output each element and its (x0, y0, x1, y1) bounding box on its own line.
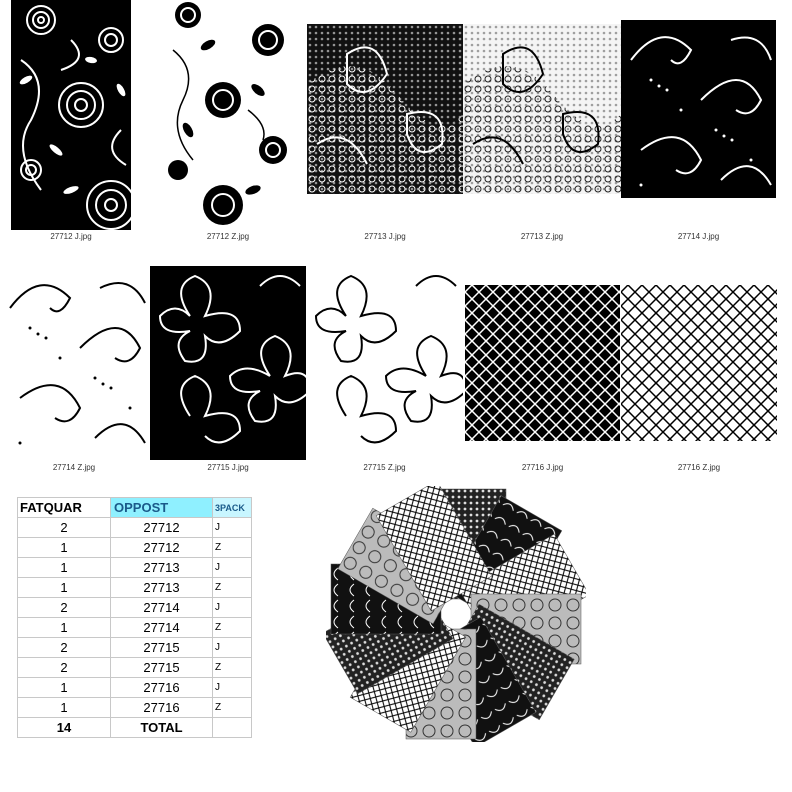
swirl-black-pattern (621, 20, 776, 198)
weave-black-pattern (465, 285, 620, 441)
thumbnail-27716-z[interactable] (621, 285, 777, 441)
cell-qty[interactable]: 1 (18, 618, 111, 638)
cell-variant[interactable]: Z (213, 578, 252, 598)
thumbnail-27713-j[interactable] (307, 24, 463, 194)
cell-code[interactable]: 27716 (111, 698, 213, 718)
thumbnail-caption: 27716 Z.jpg (677, 463, 721, 472)
thumbnail-caption: 27714 J.jpg (677, 232, 720, 241)
table-row (18, 618, 252, 638)
cell-variant[interactable]: J (213, 678, 252, 698)
table-row (18, 578, 252, 598)
table-row (18, 518, 252, 538)
cell-qty[interactable]: 2 (18, 598, 111, 618)
cell-total-label[interactable]: TOTAL (111, 718, 213, 738)
cell-variant[interactable]: J (213, 598, 252, 618)
header-3pack[interactable]: 3PACK (213, 498, 252, 518)
total-row (18, 718, 252, 738)
cell-total-qty[interactable]: 14 (18, 718, 111, 738)
cell-empty[interactable] (213, 718, 252, 738)
cell-qty[interactable]: 2 (18, 518, 111, 538)
swirl-white-pattern (0, 268, 148, 456)
floral-black-pattern (150, 266, 306, 460)
cell-code[interactable]: 27714 (111, 618, 213, 638)
sheet-header-row (18, 498, 252, 518)
rose-white-pattern (168, 0, 288, 230)
table-row (18, 638, 252, 658)
cell-variant[interactable]: Z (213, 698, 252, 718)
cell-variant[interactable]: J (213, 558, 252, 578)
thumbnail-27714-z[interactable] (0, 268, 148, 456)
thumbnail-caption: 27713 J.jpg (364, 232, 406, 241)
cell-variant[interactable]: Z (213, 618, 252, 638)
header-oppost[interactable]: OPPOST (111, 498, 213, 518)
cell-code[interactable]: 27715 (111, 638, 213, 658)
floral-white-pattern (306, 266, 463, 460)
thumbnail-27716-j[interactable] (465, 285, 620, 441)
table-row (18, 598, 252, 618)
thumbnail-caption: 27716 J.jpg (521, 463, 564, 472)
paisley-black-pattern (307, 24, 463, 194)
rose-black-pattern (11, 0, 131, 230)
cell-qty[interactable]: 2 (18, 658, 111, 678)
thumbnail-27715-z[interactable] (306, 266, 463, 460)
quantity-sheet (17, 497, 252, 738)
cell-code[interactable]: 27713 (111, 578, 213, 598)
thumbnail-caption: 27712 Z.jpg (206, 232, 250, 241)
thumbnail-caption: 27715 Z.jpg (363, 463, 406, 472)
header-fatquar[interactable]: FATQUAR (18, 498, 111, 518)
weave-white-pattern (621, 285, 777, 441)
fabric-fan-illustration (326, 486, 586, 742)
cell-qty[interactable]: 1 (18, 698, 111, 718)
table-row (18, 538, 252, 558)
cell-code[interactable]: 27713 (111, 558, 213, 578)
thumbnail-27714-j[interactable] (621, 20, 776, 198)
cell-code[interactable]: 27716 (111, 678, 213, 698)
cell-variant[interactable]: Z (213, 538, 252, 558)
cell-qty[interactable]: 2 (18, 638, 111, 658)
cell-qty[interactable]: 1 (18, 538, 111, 558)
cell-variant[interactable]: J (213, 638, 252, 658)
table-row (18, 558, 252, 578)
thumbnail-27712-z[interactable] (168, 0, 288, 230)
cell-qty[interactable]: 1 (18, 678, 111, 698)
thumbnail-27715-j[interactable] (150, 266, 306, 460)
table-row (18, 678, 252, 698)
cell-code[interactable]: 27712 (111, 518, 213, 538)
cell-code[interactable]: 27714 (111, 598, 213, 618)
cell-qty[interactable]: 1 (18, 558, 111, 578)
thumbnail-caption: 27712 J.jpg (50, 232, 92, 241)
thumbnail-caption: 27714 Z.jpg (52, 463, 96, 472)
paisley-white-pattern (463, 24, 621, 194)
cell-variant[interactable]: J (213, 518, 252, 538)
fabric-bundle-image (326, 486, 586, 742)
table-row (18, 698, 252, 718)
thumbnail-27712-j[interactable] (11, 0, 131, 230)
cell-qty[interactable]: 1 (18, 578, 111, 598)
cell-variant[interactable]: Z (213, 658, 252, 678)
thumbnail-27713-z[interactable] (463, 24, 621, 194)
cell-code[interactable]: 27712 (111, 538, 213, 558)
cell-code[interactable]: 27715 (111, 658, 213, 678)
thumbnail-caption: 27715 J.jpg (207, 463, 249, 472)
table-row (18, 658, 252, 678)
thumbnail-caption: 27713 Z.jpg (520, 232, 564, 241)
